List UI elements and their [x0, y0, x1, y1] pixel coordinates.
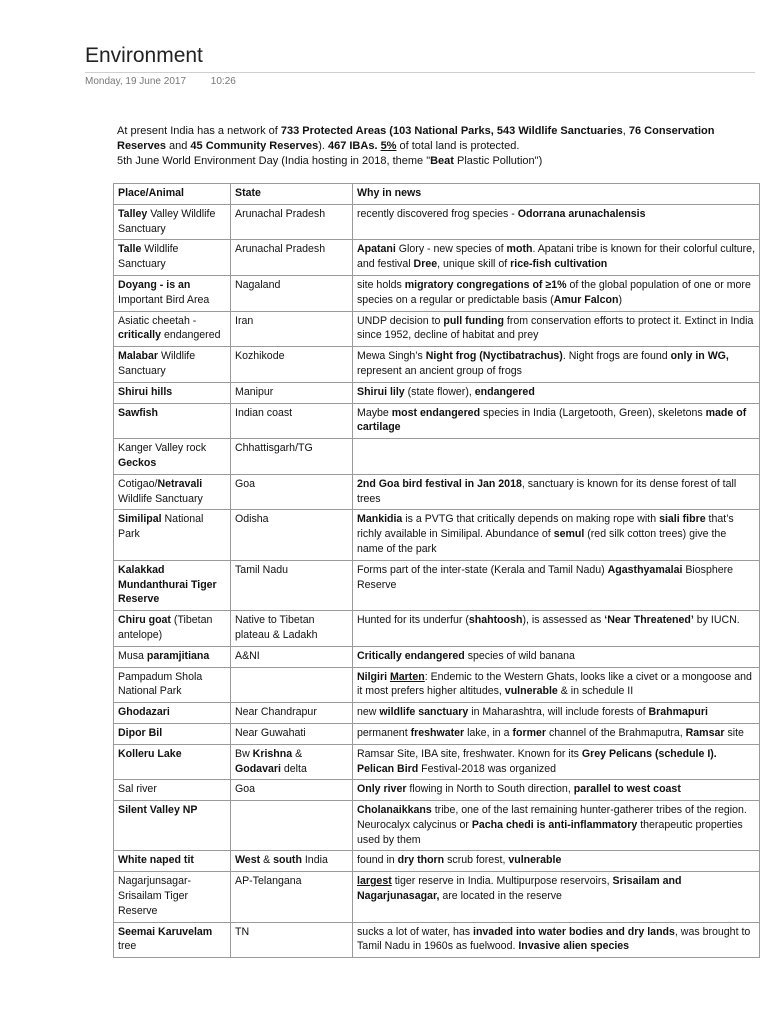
text-run: Apatani [357, 243, 396, 256]
text-run: channel of the Brahmaputra, [546, 726, 686, 739]
cell-why [353, 510, 760, 560]
cell-why [353, 851, 760, 872]
text-run: Near Guwahati [235, 726, 306, 739]
text-run: are located in the reserve [439, 890, 562, 903]
cell-place [114, 646, 231, 667]
text-run: ). [318, 140, 328, 152]
text-run: flowing in North to South direction, [406, 783, 574, 796]
text-run: , [622, 125, 629, 137]
page-time: 10:26 [210, 76, 236, 87]
cell-place [114, 510, 231, 560]
text-run: found in [357, 854, 398, 867]
cell-state [231, 403, 353, 439]
text-run: semul [553, 528, 585, 541]
text-run: Indian coast [235, 406, 293, 419]
header-why: Why in news [353, 184, 760, 205]
cell-place [114, 872, 231, 922]
page-title: Environment [85, 44, 203, 67]
cell-why [353, 474, 760, 510]
header-state: State [231, 184, 353, 205]
text-run: site holds [357, 278, 405, 291]
text-run: Kolleru Lake [118, 747, 182, 760]
text-run: Seemai Karuvelam [118, 925, 213, 938]
table-row [114, 744, 760, 780]
text-run: delta [280, 762, 307, 775]
text-run: Odorrana arunachalensis [517, 207, 646, 220]
text-run: south [273, 854, 302, 867]
table-row [114, 439, 760, 475]
text-run: Amur Falcon [553, 293, 619, 306]
text-run: Shirui lily [357, 385, 405, 398]
cell-place [114, 703, 231, 724]
text-run: ) [618, 293, 622, 306]
text-run: & [260, 854, 274, 867]
text-run: by IUCN. [693, 614, 740, 627]
text-run: 5% [380, 140, 397, 152]
news-table [113, 183, 760, 958]
text-run: Similipal [118, 513, 162, 526]
cell-state [231, 474, 353, 510]
text-run: Cholanaikkans [357, 804, 432, 817]
table-row [114, 275, 760, 311]
table-row [114, 723, 760, 744]
cell-place [114, 439, 231, 475]
cell-why [353, 403, 760, 439]
text-run: Grey Pelicans (schedule I). Pelican Bird [357, 747, 717, 775]
text-run: 45 Community Reserves [190, 140, 319, 152]
cell-state [231, 922, 353, 958]
text-run: Brahmapuri [648, 706, 708, 719]
text-run: critically [118, 329, 161, 342]
cell-why [353, 723, 760, 744]
text-run: Arunachal Pradesh [235, 207, 326, 220]
text-run: rice-fish cultivation [510, 258, 608, 271]
text-run: parallel to west coast [573, 783, 681, 796]
text-run: Tamil Nadu [235, 563, 288, 576]
text-run: Bw [235, 747, 253, 760]
table-row [114, 403, 760, 439]
text-run: of the global population of one or more species on a regular or predictable basis ( [357, 278, 751, 306]
text-run: Festival-2018 was organized [418, 762, 557, 775]
text-run: Forms part of the inter-state (Kerala and Tamil Nadu) [357, 563, 608, 576]
cell-state [231, 611, 353, 647]
text-run: Goa [235, 477, 256, 490]
text-run: (Tibetan antelope) [118, 614, 213, 641]
text-run: Near Chandrapur [235, 706, 317, 719]
cell-why [353, 560, 760, 610]
table-row [114, 240, 760, 276]
text-run: made of cartilage [357, 406, 747, 434]
text-run: vulnerable [504, 685, 558, 698]
text-run: 467 IBAs. [327, 140, 378, 152]
intro-line-2 [117, 154, 757, 169]
text-run: Shirui hills [118, 385, 173, 398]
text-run: sucks a lot of water, has [357, 925, 473, 938]
text-run: Godavari [235, 762, 281, 775]
text-run: Talle [118, 243, 142, 256]
text-run: Ghodazari [118, 706, 170, 719]
text-run: Odisha [235, 513, 269, 526]
table-header-row [114, 184, 760, 205]
table-row [114, 611, 760, 647]
cell-state [231, 667, 353, 703]
text-run: , was brought to Tamil Nadu in 1960s as fuelwood. [357, 925, 751, 953]
table-body [114, 204, 760, 957]
table-row [114, 347, 760, 383]
text-run: lake, in a [464, 726, 513, 739]
text-run: Cotigao/ [118, 477, 158, 490]
text-run: A&NI [235, 649, 260, 662]
cell-state [231, 851, 353, 872]
text-run: Ramsar Site, IBA site, freshwater. Known for its [357, 747, 582, 760]
table-row [114, 851, 760, 872]
table-row [114, 801, 760, 851]
text-run: wildlife sanctuary [379, 706, 469, 719]
cell-why [353, 922, 760, 958]
text-run: scrub forest, [444, 854, 509, 867]
title-underline [85, 72, 755, 73]
cell-state [231, 872, 353, 922]
text-run: India [301, 854, 328, 867]
cell-place [114, 311, 231, 347]
text-run: White naped tit [118, 854, 194, 867]
cell-state [231, 347, 353, 383]
cell-state [231, 801, 353, 851]
cell-place [114, 560, 231, 610]
cell-place [114, 801, 231, 851]
text-run: Silent Valley NP [118, 804, 198, 817]
text-run: Doyang - is an [118, 278, 191, 291]
cell-why [353, 204, 760, 240]
text-run: 5th June World Environment Day (India hosting in 2018, theme " [117, 155, 431, 167]
text-run: & in schedule II [557, 685, 634, 698]
text-run: Srisailam and Nagarjunasagar, [357, 875, 682, 903]
text-run: endangered [474, 385, 535, 398]
text-run: from conservation efforts to protect it. Extinct in India since 1952, decline of habitat and prey [357, 314, 754, 342]
text-run: Ramsar [685, 726, 725, 739]
text-run: Mewa Singh’s [357, 350, 426, 363]
text-run: Malabar [118, 350, 159, 363]
text-run: AP-Telangana [235, 875, 302, 888]
text-run: Nagaland [235, 278, 281, 291]
table-row [114, 780, 760, 801]
cell-state [231, 382, 353, 403]
text-run: shahtoosh [468, 614, 523, 627]
cell-state [231, 311, 353, 347]
page-timestamp [85, 76, 236, 87]
table-row [114, 667, 760, 703]
text-run: Glory - new species of [395, 243, 507, 256]
cell-why [353, 611, 760, 647]
cell-state [231, 646, 353, 667]
text-run: West [235, 854, 261, 867]
text-run: Only river [357, 783, 407, 796]
text-run: Netravali [157, 477, 203, 490]
cell-state [231, 723, 353, 744]
text-run: : Endemic to the Western Ghats, looks like a civet or a mongoose and it most prefers higher altitudes, [357, 670, 752, 698]
header-place: Place/Animal [114, 184, 231, 205]
cell-place [114, 744, 231, 780]
text-run: Nilgiri [357, 670, 390, 683]
cell-state [231, 439, 353, 475]
text-run: Kozhikode [235, 350, 285, 363]
text-run: Pampadum Shola National Park [118, 670, 203, 698]
cell-state [231, 703, 353, 724]
cell-why [353, 801, 760, 851]
table-row [114, 646, 760, 667]
page-date: Monday, 19 June 2017 [85, 76, 187, 87]
text-run: therapeutic properties used by them [357, 818, 743, 846]
text-run: former [512, 726, 547, 739]
text-run: only in WG, [670, 350, 729, 363]
text-run: Sal river [118, 783, 157, 796]
cell-why [353, 311, 760, 347]
cell-place [114, 382, 231, 403]
text-run: 2nd Goa bird festival in Jan 2018 [357, 477, 522, 490]
text-run: Kanger Valley rock [118, 442, 207, 455]
cell-why [353, 744, 760, 780]
text-run: 76 Conservation Reserves [117, 125, 715, 152]
text-run: , sanctuary is known for its dense forest of tall trees [357, 477, 737, 505]
text-run: Pacha chedi is anti-inflammatory [471, 818, 638, 831]
text-run: Iran [235, 314, 254, 327]
text-run: paramjitiana [146, 649, 210, 662]
text-run: of total land is protected. [396, 140, 520, 152]
table-row [114, 510, 760, 560]
text-run: vulnerable [508, 854, 562, 867]
text-run: Wildlife Sanctuary [118, 350, 196, 377]
table-row [114, 922, 760, 958]
cell-place [114, 851, 231, 872]
cell-why [353, 275, 760, 311]
text-run: site [724, 726, 744, 739]
text-run: moth [506, 243, 533, 256]
text-run: most endangered [391, 406, 481, 419]
text-run: Invasive alien species [518, 940, 630, 953]
text-run: Native to Tibetan plateau & Ladakh [235, 614, 318, 641]
text-run: recently discovered frog species - [357, 207, 518, 220]
text-run: species of wild banana [464, 649, 575, 662]
text-run: Beat [430, 155, 454, 167]
text-run: Manipur [235, 385, 274, 398]
cell-state [231, 780, 353, 801]
text-run: Hunted for its underfur ( [357, 614, 469, 627]
text-run: Musa [118, 649, 147, 662]
text-run: and [165, 140, 191, 152]
cell-why [353, 646, 760, 667]
cell-why [353, 240, 760, 276]
cell-place [114, 204, 231, 240]
text-run: Kalakkad Mundanthurai Tiger Reserve [118, 563, 217, 606]
cell-state [231, 275, 353, 311]
text-run: , unique skill of [437, 258, 511, 271]
cell-place [114, 611, 231, 647]
text-run: invaded into water bodies and dry lands [473, 925, 675, 938]
cell-place [114, 780, 231, 801]
text-run: Geckos [118, 456, 157, 469]
text-run: TN [235, 925, 250, 938]
cell-why [353, 382, 760, 403]
text-run: Krishna [252, 747, 293, 760]
text-run: is a PVTG that critically depends on making rope with [402, 513, 660, 526]
text-run: Mankidia [357, 513, 403, 526]
text-run: in Maharashtra, will include forests of [468, 706, 649, 719]
table-row [114, 560, 760, 610]
text-run: Asiatic cheetah - [118, 314, 197, 327]
cell-why [353, 703, 760, 724]
text-run: Talley [118, 207, 148, 220]
text-run: endangered [161, 329, 221, 342]
text-run: tribe, one of the last remaining hunter-gatherer tribes of the region. Neurocalyx calycinus or [357, 804, 747, 831]
text-run: UNDP decision to [357, 314, 444, 327]
text-run: tree [118, 940, 137, 953]
table-row [114, 204, 760, 240]
text-run: Valley Wildlife Sanctuary [118, 207, 216, 235]
text-run: permanent [357, 726, 411, 739]
text-run: 733 Protected Areas (103 National Parks, 543 Wildlife Sanctuaries [280, 125, 623, 137]
text-run: Chiru goat [118, 614, 171, 627]
cell-place [114, 723, 231, 744]
cell-place [114, 403, 231, 439]
intro-paragraph [117, 124, 757, 169]
cell-state [231, 240, 353, 276]
text-run: Nagarjunsagar-Srisailam Tiger Reserve [118, 875, 192, 917]
cell-why [353, 667, 760, 703]
text-run: siali fibre [659, 513, 706, 526]
text-run: At present India has a network of [117, 125, 281, 137]
cell-state [231, 744, 353, 780]
intro-line-1 [117, 124, 757, 154]
text-run: Dipor Bil [118, 726, 163, 739]
text-run: (state flower), [404, 385, 475, 398]
text-run: ‘Near Threatened’ [604, 614, 694, 627]
text-run: . Apatani tribe is known for their colorful culture, and festival [357, 243, 756, 271]
cell-why [353, 780, 760, 801]
text-run: & [292, 747, 303, 760]
text-run: Biosphere Reserve [357, 563, 734, 591]
text-run: Goa [235, 783, 256, 796]
text-run: Critically endangered [357, 649, 465, 662]
text-run: Wildlife Sanctuary [118, 243, 179, 271]
table-row [114, 703, 760, 724]
cell-state [231, 510, 353, 560]
text-run: (red silk cotton trees) give the name of the park [357, 528, 727, 555]
text-run: freshwater [410, 726, 465, 739]
text-run: Sawfish [118, 406, 159, 419]
text-run: Night frog (Nyctibatrachus) [425, 350, 563, 363]
text-run: Dree [413, 258, 438, 271]
text-run: pull funding [443, 314, 504, 327]
text-run: Arunachal Pradesh [235, 243, 326, 256]
text-run: that’s richly available in Similipal. Abundance of [357, 513, 734, 541]
cell-place [114, 922, 231, 958]
cell-place [114, 275, 231, 311]
text-run: Wildlife Sanctuary [118, 492, 203, 505]
text-run: new [357, 706, 380, 719]
cell-place [114, 240, 231, 276]
text-run: Agasthyamalai [607, 563, 683, 576]
text-run: species in India (Largetooth, Green), skeletons [480, 406, 706, 419]
cell-why [353, 439, 760, 475]
text-run: . Night frogs are found [562, 350, 671, 363]
table-row [114, 872, 760, 922]
table-row [114, 382, 760, 403]
cell-state [231, 560, 353, 610]
cell-why [353, 347, 760, 383]
text-run: dry thorn [397, 854, 445, 867]
cell-place [114, 667, 231, 703]
text-run: Plastic Pollution") [453, 155, 543, 167]
cell-place [114, 474, 231, 510]
text-run: largest [357, 875, 392, 888]
cell-place [114, 347, 231, 383]
table-row [114, 311, 760, 347]
text-run: migratory congregations of ≥1% [404, 278, 567, 291]
cell-why [353, 872, 760, 922]
text-run: Marten [389, 670, 425, 683]
text-run: Chhattisgarh/TG [235, 442, 313, 455]
text-run: tiger reserve in India. Multipurpose reservoirs, [391, 875, 613, 888]
text-run: ), is assessed as [522, 614, 605, 627]
text-run: Important Bird Area [118, 293, 210, 306]
text-run: represent an ancient group of frogs [357, 364, 522, 377]
cell-state [231, 204, 353, 240]
table-row [114, 474, 760, 510]
text-run: National Park [118, 513, 204, 541]
text-run: Maybe [357, 406, 392, 419]
